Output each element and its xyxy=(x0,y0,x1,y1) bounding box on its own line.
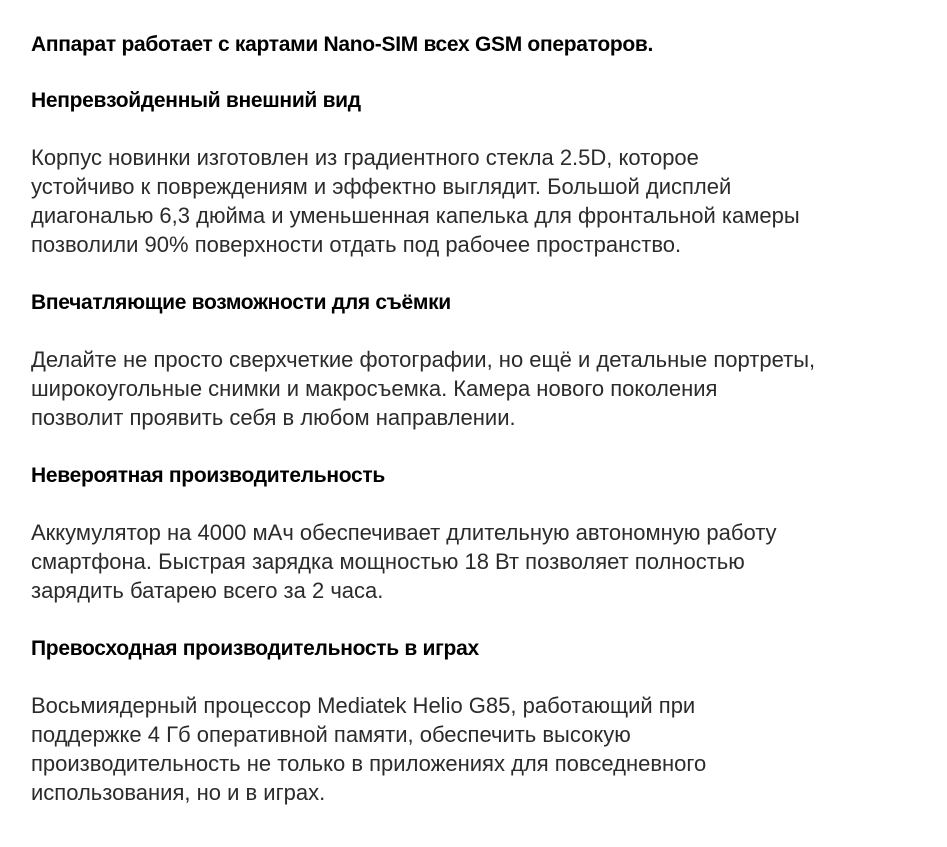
section-text-camera xyxy=(31,345,917,432)
section-heading-performance: Невероятная производительность xyxy=(31,464,385,487)
text-line: использования, но и в играх. xyxy=(31,780,326,805)
text-line: Корпус новинки изготовлен из градиентного стекла 2.5D, которое xyxy=(31,145,699,170)
text-line: смартфона. Быстрая зарядка мощностью 18 Вт позволяет полностью xyxy=(31,549,745,574)
section-text-design xyxy=(31,143,917,259)
text-line: позволит проявить себя в любом направлении. xyxy=(31,405,516,430)
section-heading-design: Непревзойденный внешний вид xyxy=(31,89,361,112)
text-line: поддержке 4 Гб оперативной памяти, обеспечить высокую xyxy=(31,722,631,747)
text-line: Восьмиядерный процессор Mediatek Helio G85, работающий при xyxy=(31,693,696,718)
intro-heading: Аппарат работает с картами Nano-SIM всех GSM операторов. xyxy=(31,33,654,56)
section-text-gaming xyxy=(31,691,917,807)
text-line: Аккумулятор на 4000 мАч обеспечивает длительную автономную работу xyxy=(31,520,777,545)
section-heading-gaming: Превосходная производительность в играх xyxy=(31,637,479,660)
section-heading-camera: Впечатляющие возможности для съёмки xyxy=(31,291,451,314)
text-line: зарядить батарею всего за 2 часа. xyxy=(31,578,384,603)
text-line: производительность не только в приложениях для повседневного xyxy=(31,751,707,776)
text-line: диагональю 6,3 дюйма и уменьшенная капелька для фронтальной камеры xyxy=(31,203,800,228)
text-line: устойчиво к повреждениям и эффектно выглядит. Большой дисплей xyxy=(31,174,732,199)
text-line: Делайте не просто сверхчеткие фотографии, но ещё и детальные портреты, xyxy=(31,347,816,372)
section-text-performance xyxy=(31,518,917,605)
text-line: широкоугольные снимки и макросъемка. Камера нового поколения xyxy=(31,376,718,401)
text-line: позволили 90% поверхности отдать под рабочее пространство. xyxy=(31,232,682,257)
